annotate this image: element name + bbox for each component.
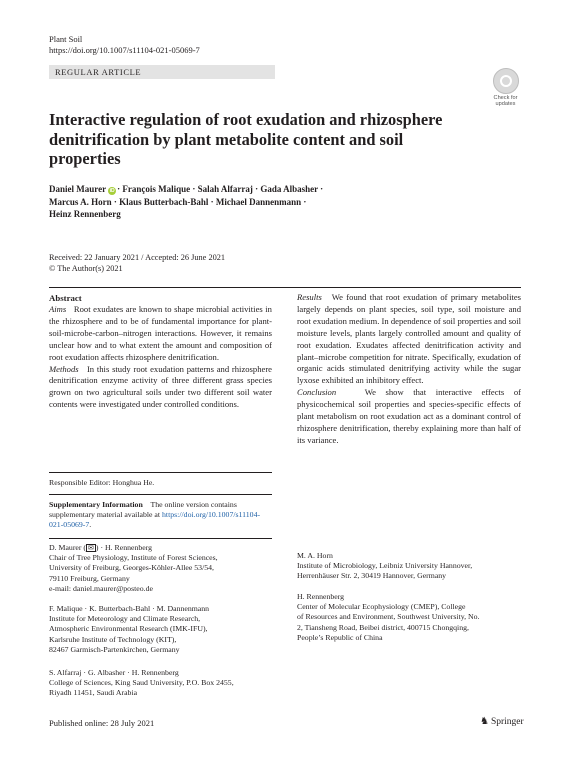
article-doi[interactable]: https://doi.org/10.1007/s11104-021-05069-7 <box>49 45 200 55</box>
aff2-names: F. Malique · K. Butterbach-Bahl · M. Dannenmann <box>49 604 210 613</box>
supp-end: . <box>89 520 92 530</box>
aff2-line: 82467 Garmisch-Partenkirchen, Germany <box>49 644 180 654</box>
affiliation-divider <box>49 538 272 539</box>
aff2-line: Karlsruhe Institute of Technology (KIT), <box>49 634 177 644</box>
journal-name: Plant Soil <box>49 34 83 44</box>
affiliation-4 <box>297 551 521 582</box>
aff3-names: S. Alfarraj · G. Albasher · H. Rennenberg <box>49 668 179 677</box>
affiliation-1: D. Maurer ( ✉ ) · H. Rennenberg Chair of Tree Physiology, Institute of Forest Sciences, University of Freiburg, Georges-Köhler-Allee 53/54, 79110 Freiburg, Germany e-mail: daniel.maurer@posteo.de <box>49 543 272 594</box>
aff5-line: People’s Republic of China <box>297 632 383 642</box>
abstract-methods <box>49 364 272 412</box>
published-online-date: Published online: 28 July 2021 <box>49 718 155 728</box>
supp-link[interactable]: https://doi.org/10.1007/s11104-021-05069-7 <box>49 510 261 530</box>
supp-label: Supplementary Information <box>49 500 143 509</box>
aff4-names: M. A. Horn <box>297 551 333 560</box>
abstract-aims <box>49 304 272 364</box>
aff4-line: Herrenhäuser Str. 2, 30419 Hannover, Germany <box>297 571 447 581</box>
abstract-conclusion <box>297 387 521 447</box>
aims-label: Aims <box>49 304 67 314</box>
aff5-line: Center of Molecular Ecophysiology (CMEP), College <box>297 602 466 612</box>
aff1-names-rest: · H. Rennenberg <box>100 543 153 552</box>
article-title: Interactive regulation of root exudation and rhizosphere denitrification by plant metabolite content and soil properties <box>49 110 443 168</box>
responsible-editor: Responsible Editor: Honghua He. <box>49 478 155 487</box>
aff1-email[interactable]: e-mail: daniel.maurer@posteo.de <box>49 583 153 593</box>
methods-text: In this study root exudation patterns and rhizosphere denitrification enzyme activity of three different grass species grown on two agricultural soils under two different soil water contents were investigated under controlled conditions. <box>49 363 272 410</box>
supplementary-info <box>49 500 272 531</box>
aff1-line: Chair of Tree Physiology, Institute of Forest Sciences, <box>49 553 218 563</box>
aff5-line: 2, Tiansheng Road, Beibei district, 400715 Chongqing, <box>297 622 469 632</box>
springer-horse-icon: ♞ <box>480 716 489 727</box>
affiliation-2 <box>49 604 272 655</box>
publisher-name: Springer <box>490 717 524 727</box>
aff1-line: University of Freiburg, Georges-Köhler-Allee 53/54, <box>49 563 214 573</box>
conclusion-label: Conclusion <box>297 387 337 398</box>
publisher-logo[interactable] <box>480 716 524 728</box>
orcid-icon[interactable]: iD <box>109 188 115 194</box>
footnote-divider-2 <box>49 494 272 495</box>
received-accepted: Received: 22 January 2021 / Accepted: 26 June 2021 <box>49 253 226 262</box>
aims-text: Root exudates are known to shape microbial activities in the rhizosphere and to be of fundamental importance for plant-soil-microbe-carbon–nitrogen interactions. However, it remains unclear how and to what extent the amount and composition of root exudation affects rhizosphere denitrification. <box>49 304 272 362</box>
email-envelope-icon[interactable]: ✉ <box>88 544 94 552</box>
footnote-divider <box>49 472 272 473</box>
abstract-left-column <box>49 292 272 411</box>
affiliation-5 <box>297 592 521 643</box>
aff1-line: 79110 Freiburg, Germany <box>49 573 130 583</box>
aff4-line: Institute of Microbiology, Leibniz University Hannover, <box>297 561 473 571</box>
affiliation-3 <box>49 668 272 699</box>
check-updates-label: Check for updates <box>493 95 518 107</box>
aff3-line: College of Sciences, King Saud University, P.O. Box 2455, <box>49 678 234 688</box>
conclusion-text: We show that interactive effects of physicochemical soil properties and species-specific effects of plant metabolism on root exudation act as a dominant control of rhizosphere denitrification, thereby explaining more than half of its variance. <box>297 387 521 445</box>
author-first[interactable]: Daniel Maurer <box>49 184 107 194</box>
article-type-banner: REGULAR ARTICLE <box>49 65 275 79</box>
authors-line2: Marcus A. Horn · Klaus Butterbach-Bahl · Michael Dannenmann · <box>49 196 307 207</box>
methods-label: Methods <box>49 363 79 374</box>
author-list <box>49 183 379 221</box>
abstract-results <box>297 292 521 387</box>
abstract-right-column <box>297 292 521 447</box>
aff2-line: Atmospheric Environmental Research (IMK-IFU), <box>49 624 208 634</box>
abstract-heading: Abstract <box>49 293 82 303</box>
copyright-notice: © The Author(s) 2021 <box>49 264 123 273</box>
aff3-line: Riyadh 11451, Saudi Arabia <box>49 688 138 698</box>
check-for-updates-badge[interactable] <box>489 68 522 107</box>
section-divider <box>49 287 521 288</box>
article-dates <box>49 252 225 274</box>
results-label: Results <box>297 292 322 302</box>
aff2-line: Institute for Meteorology and Climate Research, <box>49 614 201 624</box>
aff1-name: D. Maurer <box>49 543 82 552</box>
check-updates-icon <box>493 68 519 94</box>
authors-line1-rest: · François Malique · Salah Alfarraj · Gada Albasher · <box>117 184 324 194</box>
authors-line3: Heinz Rennenberg <box>49 209 121 219</box>
aff5-line: of Resources and Environment, Southwest University, No. <box>297 612 480 622</box>
aff5-names: H. Rennenberg <box>297 592 345 601</box>
results-text: We found that root exudation of primary metabolites largely depends on plant species, soil type, soil moisture and root exudation medium. In dependence of soil properties and soil moisture levels, plants largely controlled amount and quality of root exudation. Exudates affected denitrification activity and plant–microbe competition for nitrate. Specifically, exudation of organic acids stimulated denitrifying activity while the sugar lyxose exhibited an inhibitory effect. <box>297 292 522 386</box>
supp-text: The online version contains supplementary material available at <box>49 500 237 520</box>
